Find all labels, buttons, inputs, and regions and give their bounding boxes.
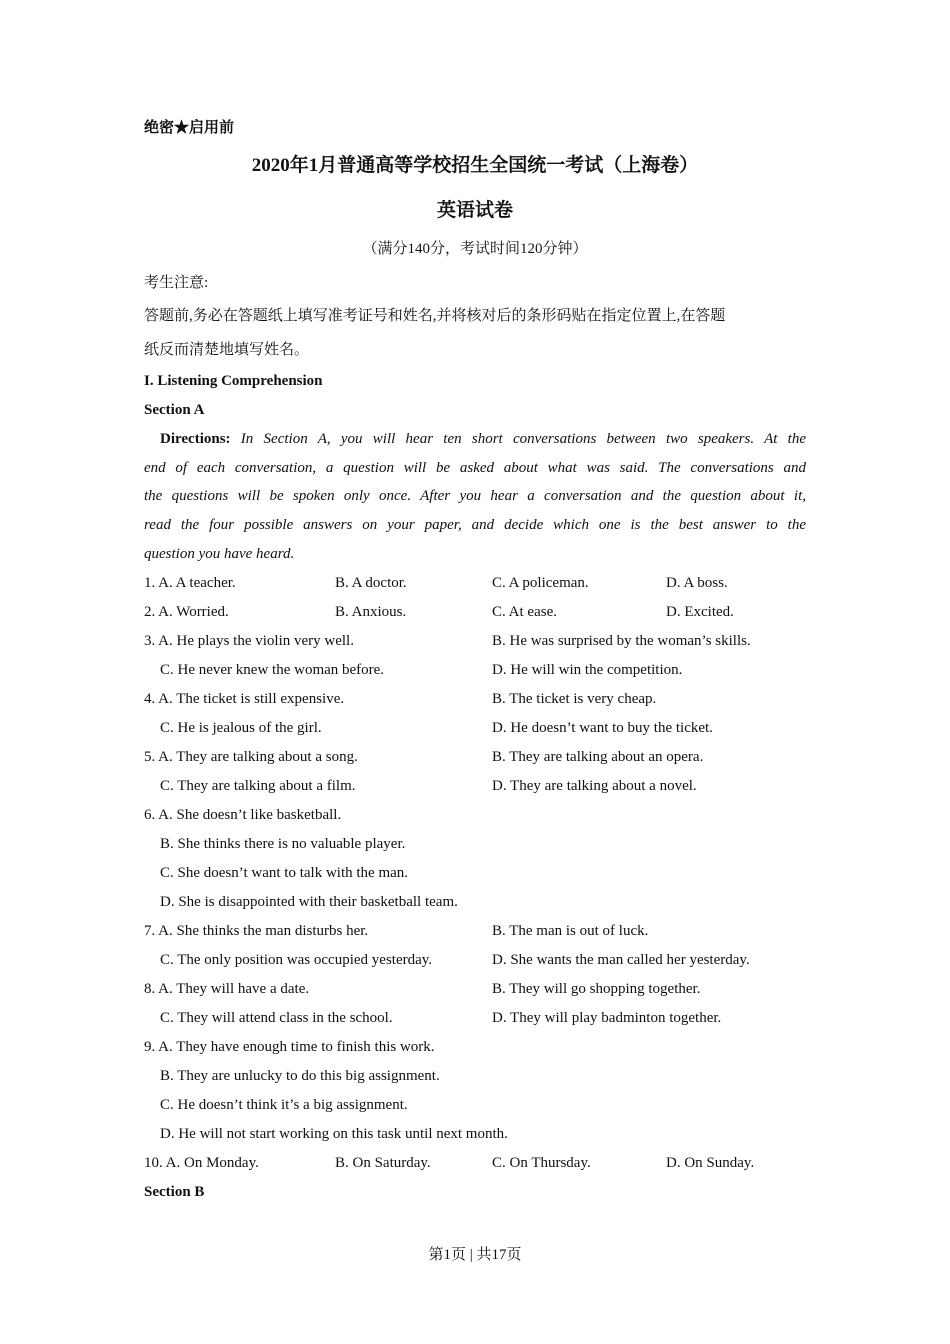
- q8-option-a: 8. A. They will have a date.: [144, 981, 310, 997]
- q5-option-b: B. They are talking about an opera.: [492, 749, 704, 765]
- q3-option-a: 3. A. He plays the violin very well.: [144, 633, 354, 649]
- q8-option-c: C. They will attend class in the school.: [160, 1010, 393, 1026]
- q4-option-b: B. The ticket is very cheap.: [492, 691, 657, 707]
- q7-option-c: C. The only position was occupied yesterday.: [160, 952, 433, 968]
- part-title: I. Listening Comprehension: [144, 373, 323, 389]
- q8-option-b: B. They will go shopping together.: [492, 981, 701, 997]
- q4-option-d: D. He doesn’t want to buy the ticket.: [492, 720, 713, 736]
- q10-option-c: C. On Thursday.: [492, 1155, 591, 1171]
- q4-option-a: 4. A. The ticket is still expensive.: [144, 691, 345, 707]
- q6-option-b: B. She thinks there is no valuable player.: [160, 836, 406, 852]
- exam-info: （满分140分，考试时间120分钟）: [362, 241, 588, 257]
- directions-line-4: read the four possible answers on your paper, and decide which one is the best answer to the: [144, 517, 806, 533]
- section-b-heading: Section B: [144, 1184, 205, 1200]
- q5-option-a: 5. A. They are talking about a song.: [144, 749, 358, 765]
- q7-option-b: B. The man is out of luck.: [492, 923, 649, 939]
- q3-option-c: C. He never knew the woman before.: [160, 662, 385, 678]
- q3-option-d: D. He will win the competition.: [492, 662, 683, 678]
- confidential-mark: 绝密★启用前: [144, 120, 235, 136]
- q10-option-d: D. On Sunday.: [666, 1155, 755, 1171]
- notice-line-1: 答题前,务必在答题纸上填写准考证号和姓名,并将核对后的条形码贴在指定位置上,在答题: [144, 308, 726, 324]
- q1-option-d: D. A boss.: [666, 575, 728, 591]
- directions-line-5: question you have heard.: [144, 546, 295, 562]
- q3-option-b: B. He was surprised by the woman’s skills.: [492, 633, 751, 649]
- q9-option-b: B. They are unlucky to do this big assignment.: [160, 1068, 440, 1084]
- q7-option-a: 7. A. She thinks the man disturbs her.: [144, 923, 369, 939]
- q7-option-d: D. She wants the man called her yesterday.: [492, 952, 750, 968]
- directions-line-1: Directions: In Section A, you will hear ten short conversations between two speakers. At the: [160, 431, 806, 447]
- q1-option-a: 1. A. A teacher.: [144, 575, 236, 591]
- q2-option-a: 2. A. Worried.: [144, 604, 229, 620]
- q6-option-a: 6. A. She doesn’t like basketball.: [144, 807, 342, 823]
- section-a-heading: Section A: [144, 402, 205, 418]
- subject-title: 英语试卷: [436, 200, 513, 221]
- q10-option-a: 10. A. On Monday.: [144, 1155, 259, 1171]
- q1-option-c: C. A policeman.: [492, 575, 589, 591]
- directions-label: Directions:: [160, 431, 231, 447]
- notice-line-2: 纸反而清楚地填写姓名。: [144, 342, 310, 358]
- q9-option-d: D. He will not start working on this task until next month.: [160, 1126, 508, 1142]
- q10-option-b: B. On Saturday.: [335, 1155, 431, 1171]
- q5-option-d: D. They are talking about a novel.: [492, 778, 697, 794]
- q1-option-b: B. A doctor.: [335, 575, 407, 591]
- q2-option-c: C. At ease.: [492, 604, 557, 620]
- directions-line-2: end of each conversation, a question will be asked about what was said. The conversations and: [144, 460, 806, 476]
- q2-option-b: B. Anxious.: [335, 604, 407, 620]
- exam-title: 2020年1月普通高等学校招生全国统一考试（上海卷）: [251, 155, 699, 176]
- notice-label: 考生注意:: [144, 275, 209, 291]
- q8-option-d: D. They will play badminton together.: [492, 1010, 722, 1026]
- q5-option-c: C. They are talking about a film.: [160, 778, 356, 794]
- q4-option-c: C. He is jealous of the girl.: [160, 720, 322, 736]
- q9-option-c: C. He doesn’t think it’s a big assignment.: [160, 1097, 408, 1113]
- q6-option-c: C. She doesn’t want to talk with the man.: [160, 865, 409, 881]
- page-footer: 第1页 | 共17页: [428, 1247, 522, 1263]
- q6-option-d: D. She is disappointed with their basketball team.: [160, 894, 458, 910]
- q2-option-d: D. Excited.: [666, 604, 734, 620]
- q9-option-a: 9. A. They have enough time to finish this work.: [144, 1039, 435, 1055]
- directions-line-3: the questions will be spoken only once. After you hear a conversation and the question about it,: [144, 488, 806, 504]
